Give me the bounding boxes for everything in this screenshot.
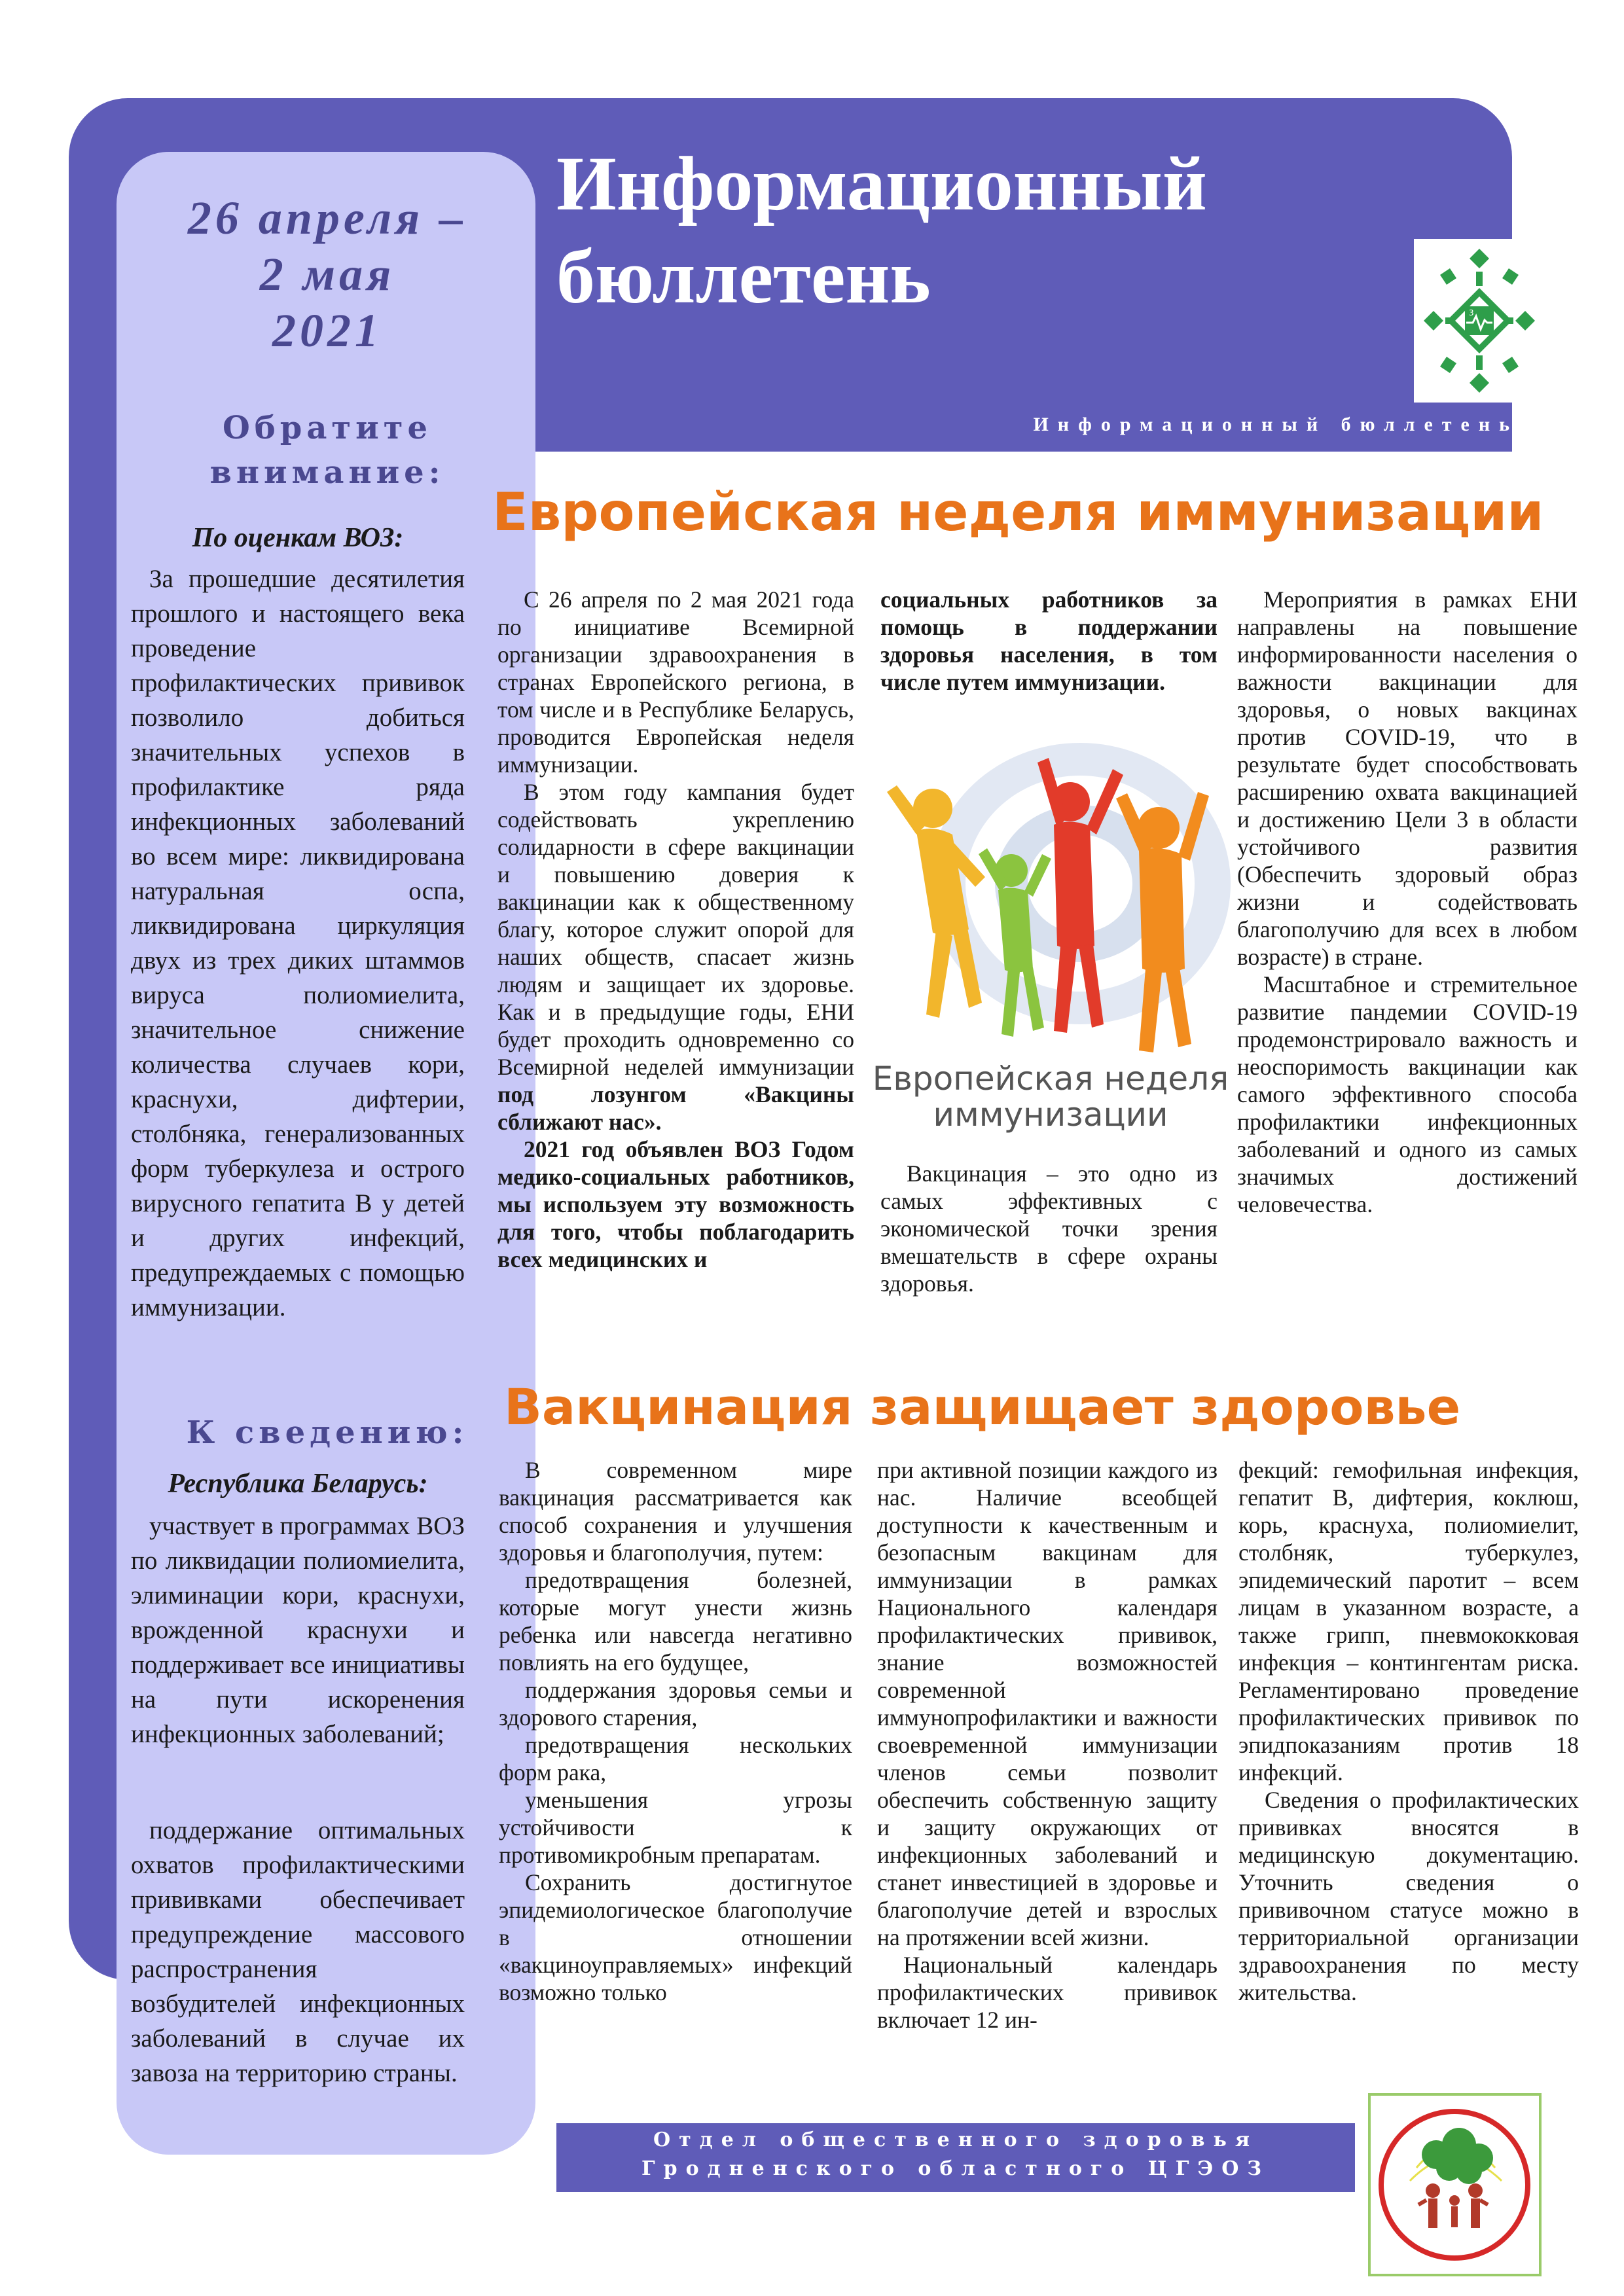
who-paragraph: За прошедшие десятилетия прошлого и настоящего века проведение профилактических прививок позволило добиться значительных успехов в профилактике ряда инфекционных заболеваний во всем мире: ликвидирована натуральная оспа, ликвидирована циркуляция двух из трех диких штаммов вируса полиомиелита, значительное снижение количества случаев кори, краснухи, дифтерии, столбняка, генерализованных форм туберкулеза и острого вирусного гепатита В у детей и других инфекций, предупреждаемых с помощью иммунизации.	[131, 565, 465, 1321]
article2-column-2	[877, 1456, 1218, 2034]
poster-caption-line-1: Европейская неделя	[872, 1060, 1229, 1098]
article1-paragraph-2-text: В этом году кампания будет содействовать укреплению солидарности в сфере вакцинации и повышению доверия к вакцинации как к общественному благу, которое служит опорой для наших обществ, спасает жизнь людям и защищает их здоровье. Как и в предыдущие годы, ЕНИ будет проходить одновременно со Всемирной неделей иммунизации	[497, 779, 854, 1080]
date-line-2: 2 мая	[259, 248, 395, 300]
header-strip: Информационный бюллетень	[1033, 414, 1519, 435]
article1-paragraph-1: С 26 апреля по 2 мая 2021 года по инициативе Всемирной организации здравоохранения в странах Европейского региона, в том числе и в Республике Беларусь, проводится Европейская неделя иммунизации.	[497, 586, 854, 778]
footer-line-1: Отдел общественного здоровья	[653, 2128, 1259, 2151]
article1-column-2-bold-text: социальных работников за помощь в поддержании здоровья населения, в том числе путем иммунизации.	[880, 586, 1218, 695]
rb-text-block	[131, 1509, 465, 1751]
attention-heading	[124, 406, 530, 495]
who-subheading: По оценкам ВОЗ:	[192, 523, 404, 553]
date-line-3: 2021	[272, 304, 382, 357]
attention-heading-line-1: Обратите	[222, 410, 433, 446]
attention-heading-line-2: внимание:	[209, 454, 445, 491]
poster-caption-line-2: иммунизации	[933, 1096, 1168, 1134]
page-title	[556, 137, 1407, 323]
people-in-circle-icon	[1368, 2093, 1542, 2276]
rb-paragraph-2: поддержание оптимальных охватов профилактическими прививками обеспечивает предупреждение массового распространения возбудителей инфекционных заболеваний в случае их завоза на территорию страны.	[131, 1816, 465, 2087]
article1-vaccination-paragraph: Вакцинация – это одно из самых эффективных с экономической точки зрения вмешательств в сфере охраны здоровья.	[880, 1160, 1218, 1297]
article2-paragraph-8: Национальный календарь профилактических прививок включает 12 ин-	[877, 1952, 1218, 2033]
article2-column-1	[499, 1456, 852, 2006]
article2-paragraph-6: Сохранить достигнутое эпидемиологическое благополучие в отношении «вакциноуправляемых» инфекций возможно только	[499, 1869, 852, 2005]
jumping-people-illustration	[871, 720, 1231, 1139]
ornament-logo-icon	[1414, 239, 1545, 403]
article2-heading: Вакцинация защищает здоровье	[504, 1378, 1461, 1436]
article2-paragraph-2: предотвращения болезней, которые могут унести жизнь ребенка или навсегда негативно повлиять на его будущее,	[499, 1567, 852, 1676]
footer-line-2: Гродненского областного ЦГЭОЗ	[641, 2157, 1271, 2180]
date-line-1: 26 апреля –	[187, 192, 467, 244]
who-text-block	[131, 562, 465, 1325]
article1-pandemic-paragraph: Масштабное и стремительное развитие пандемии COVID-19 продемонстрировало важность и неоспоримость вакцинации как самого эффективного способа профилактики инфекционных заболеваний и одного из самых значимых достижений человечества.	[1237, 971, 1578, 1217]
info-heading: К сведению:	[186, 1414, 469, 1451]
article2-paragraph-10: Сведения о профилактических прививках вносятся в медицинскую документацию. Уточнить сведения о прививочном статусе можно в территориальной организации здравоохранения по месту жительства.	[1238, 1787, 1579, 2005]
article1-events-paragraph: Мероприятия в рамках ЕНИ направлены на повышение информированности населения о важности вакцинации для здоровья, о новых вакцинах против COVID-19, что в результате будет способствовать расширению охвата вакцинацией и достижению Цели 3 в области устойчивого развития (Обеспечить здоровый образ жизни и содействовать благополучию для всех в любом возрасте) в стране.	[1237, 586, 1578, 970]
title-line-2: бюллетень	[556, 234, 931, 319]
article1-column-3	[1237, 586, 1578, 1218]
article1-column-2	[880, 586, 1218, 696]
rb-subheading: Республика Беларусь:	[168, 1469, 428, 1499]
date-range	[124, 190, 530, 359]
rb-text-block-2	[131, 1813, 465, 2090]
article1-paragraph-3: 2021 год объявлен ВОЗ Годом медико-социальных работников, мы используем эту возможность для того, чтобы поблагодарить всех медицинских и	[497, 1136, 854, 1272]
article2-paragraph-7: при активной позиции каждого из нас. Наличие всеобщей доступности к качественным и безопасным вакцинам для иммунизации в рамках Национального календаря профилактических прививок, знание возможностей современной иммунопрофилактики и важности своевременной иммунизации членов семьи позволит обеспечить собственную защиту и защиту окружающих от инфекционных заболеваний и станет инвестицией в здоровье и благополучие детей и взрослых на протяжении всей жизни.	[877, 1457, 1218, 1950]
svg-text:3: 3	[1469, 308, 1474, 317]
title-line-1: Информационный	[556, 141, 1207, 226]
article1-paragraph-2	[497, 778, 854, 1136]
article2-paragraph-3: поддержания здоровья семьи и здорового старения,	[499, 1677, 852, 1731]
article2-column-3	[1238, 1456, 1579, 2006]
article2-paragraph-5: уменьшения угрозы устойчивости к противомикробным препаратам.	[499, 1787, 852, 1868]
article1-slogan: под лозунгом «Вакцины сближают нас».	[497, 1081, 854, 1135]
article2-paragraph-4: предотвращения нескольких форм рака,	[499, 1732, 852, 1785]
immunization-week-poster	[871, 720, 1231, 1139]
article1-column-2-bottom	[880, 1160, 1218, 1297]
article1-heading: Европейская неделя иммунизации	[492, 482, 1544, 543]
article2-paragraph-9: фекций: гемофильная инфекция, гепатит В, дифтерия, коклюш, корь, краснуха, полиомиелит, столбняк, туберкулез, эпидемический паротит – всем лицам в указанном возрасте, а также грипп, пневмококковая инфекция – контингентам риска. Регламентировано проведение профилактических прививок по эпидпоказаниям против 18 инфекций.	[1238, 1457, 1579, 1785]
rb-paragraph-1: участвует в программах ВОЗ по ликвидации полиомиелита, элиминации кори, краснухи, врожденной краснухи и поддерживает все инициативы на пути искоренения инфекционных заболеваний;	[131, 1512, 465, 1748]
article2-paragraph-1: В современном мире вакцинация рассматривается как способ сохранения и улучшения здоровья и благополучия, путем:	[499, 1457, 852, 1566]
article1-column-1	[497, 586, 854, 1273]
